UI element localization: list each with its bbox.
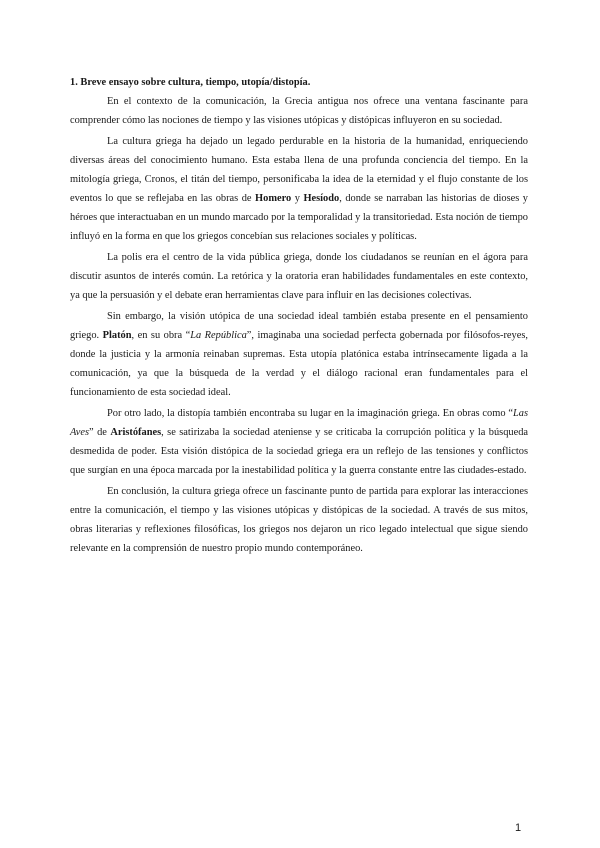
essay-paragraph <box>70 248 528 305</box>
emphasized-name: Platón <box>102 330 132 341</box>
paragraph-text: En el contexto de la comunicación, la Grecia antigua nos ofrece una ventana fascinante para comprender cómo las nociones de tiempo y las visiones utópicas y distópicas influyeron en su sociedad. <box>70 96 528 126</box>
paragraph-text: y <box>291 193 304 204</box>
paragraph-text: , se satirizaba la sociedad ateniense y se criticaba la corrupción política y la búsqueda desmedida de poder. Esta visión distópica de la sociedad griega era un reflejo de las tensiones y conflictos que surgían en una época marcada por la inestabilidad política y la guerra constante entre las ciudades-estado. <box>70 427 528 476</box>
paragraph-text: En conclusión, la cultura griega ofrece un fascinante punto de partida para explorar las interacciones entre la comunicación, el tiempo y las visiones utópicas y distópicas de la sociedad. A través de sus mitos, obras literarias y reflexiones filosóficas, los griegos nos dejaron un rico legado intelectual que sigue siendo relevante en la comprensión de nuestro propio mundo contemporáneo. <box>70 486 528 554</box>
essay-paragraph <box>70 482 528 558</box>
essay-heading: 1. Breve ensayo sobre cultura, tiempo, utopía/distopía. <box>70 77 311 88</box>
emphasized-name: Homero <box>255 193 292 204</box>
work-title: La República <box>190 330 247 341</box>
work-title: Las Aves <box>70 408 528 438</box>
paragraph-text: Por otro lado, la distopía también encontraba su lugar en la imaginación griega. En obras como “ <box>107 408 513 419</box>
paragraph-text: Sin embargo, la visión utópica de una sociedad ideal también estaba presente en el pensamiento griego. <box>70 311 528 341</box>
paragraph-text: La cultura griega ha dejado un legado perdurable en la historia de la humanidad, enriqueciendo diversas áreas del conocimiento humano. Esta estaba llena de una profunda conciencia del tiempo. En la mitología griega, Cronos, el titán del tiempo, personificaba la idea de la eternidad y el flujo constante de los eventos lo que se reflejaba en las obras de <box>70 136 528 204</box>
essay-paragraph <box>70 92 528 130</box>
emphasized-name: Hesíodo <box>303 193 340 204</box>
essay-paragraphs <box>70 92 528 558</box>
essay-paragraph <box>70 307 528 402</box>
paragraph-text: ” de <box>89 427 111 438</box>
essay-paragraph <box>70 404 528 480</box>
paragraph-text: , en su obra “ <box>131 330 191 341</box>
essay-paragraph <box>70 132 528 246</box>
paragraph-text: La polis era el centro de la vida pública griega, donde los ciudadanos se reunían en el ágora para discutir asuntos de interés común. La retórica y la oratoria eran habilidades fundamentales en este contexto, ya que la persuasión y el debate eran herramientas clave para influir en las decisiones colectivas. <box>70 252 528 301</box>
paragraph-text: ”, imaginaba una sociedad perfecta gobernada por filósofos-reyes, donde la justicia y la armonía reinaban supremas. Esta utopía platónica estaba intrínsecamente ligada a la comunicación, ya que la búsqueda de la verdad y el diálogo racional eran fundamentales para el funcionamiento de esta sociedad ideal. <box>70 330 528 398</box>
page-number: 1 <box>515 822 522 834</box>
paragraph-text: , donde se narraban las historias de dioses y héroes que interactuaban en un mundo marcado por la temporalidad y la transitoriedad. Esta noción de tiempo influyó en la forma en que los griegos concebían sus relaciones sociales y políticas. <box>70 193 529 242</box>
essay-body <box>70 73 528 558</box>
emphasized-name: Aristófanes <box>110 427 162 438</box>
